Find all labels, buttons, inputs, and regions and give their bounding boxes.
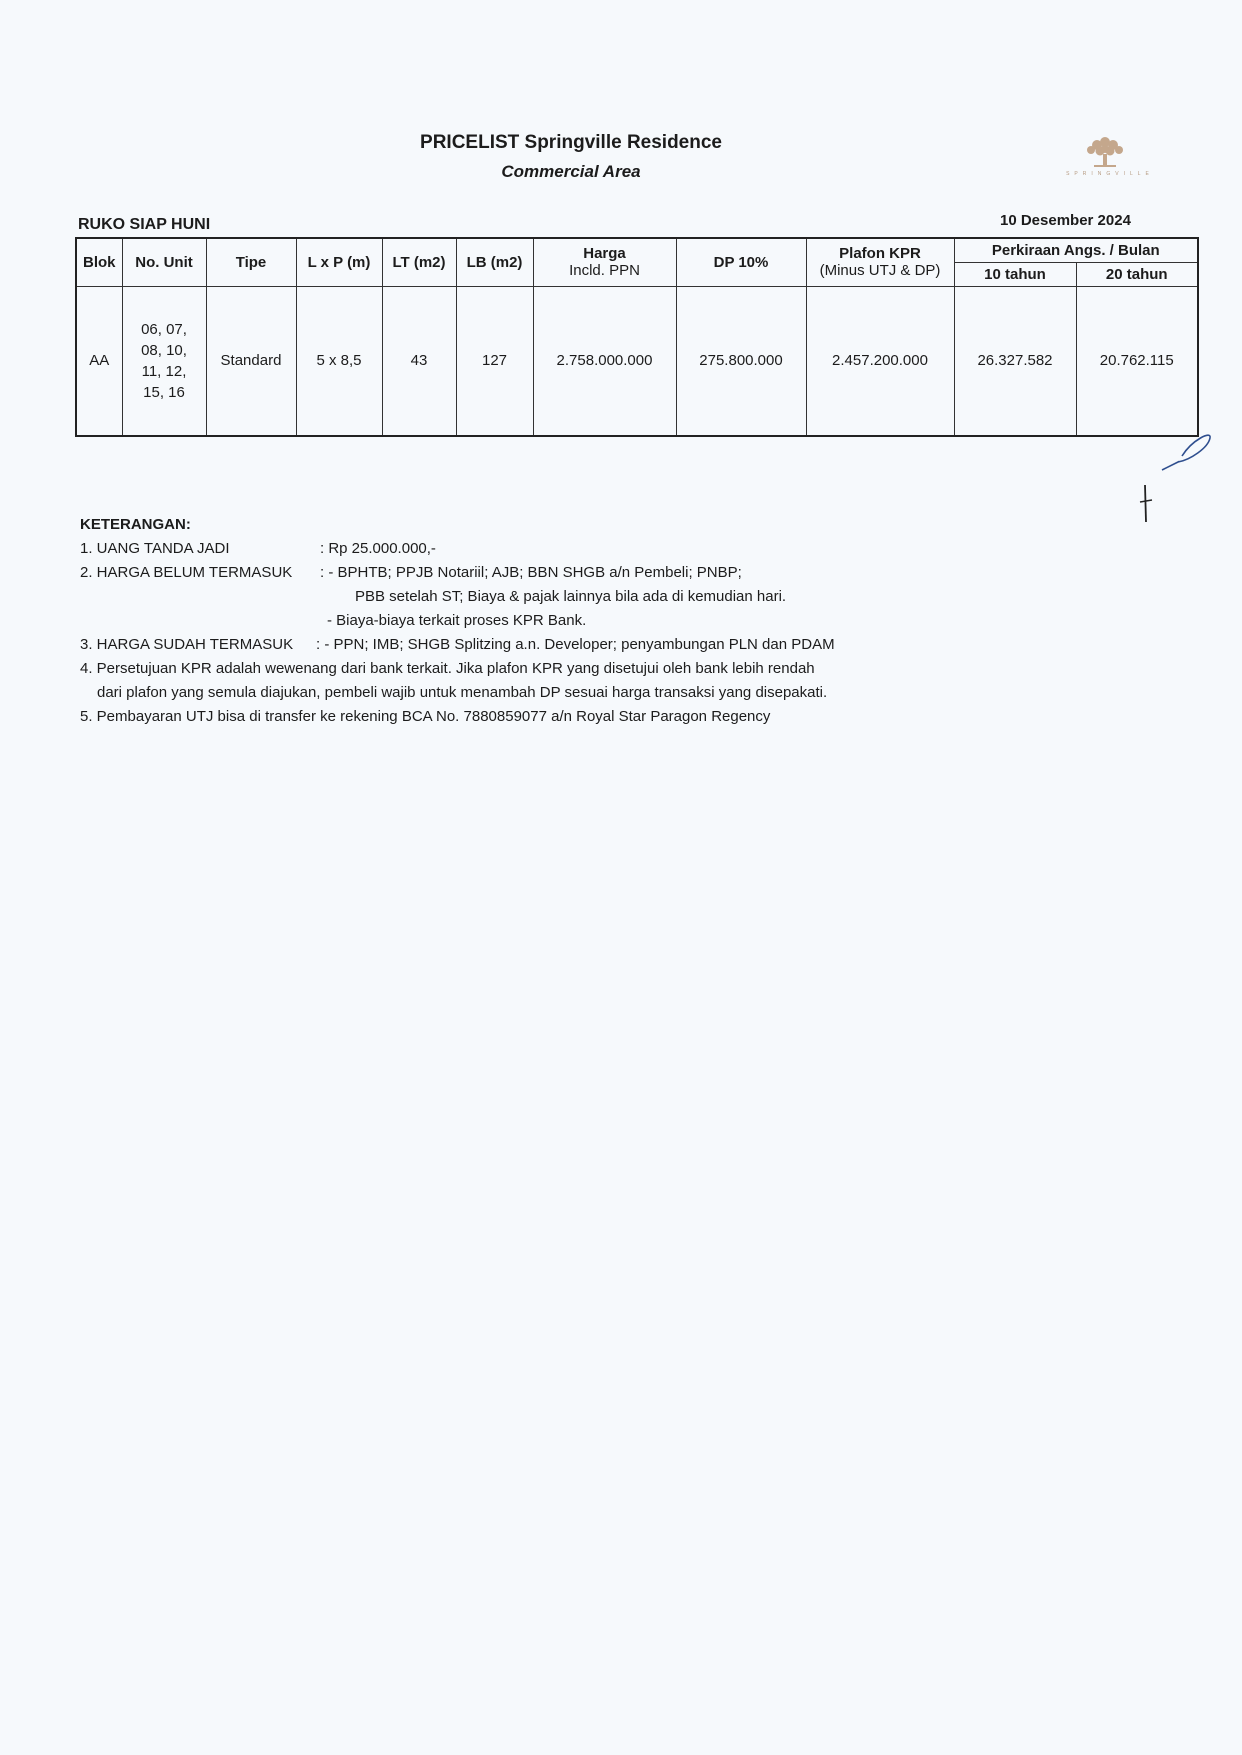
cell-harga: 2.758.000.000: [533, 286, 676, 436]
note-5: [80, 705, 980, 729]
logo-text: SPRINGVILLE: [1066, 171, 1154, 177]
header-angsuran: Perkiraan Angs. / Bulan: [954, 238, 1198, 262]
header-tipe: Tipe: [206, 238, 296, 286]
section-label: RUKO SIAP HUNI: [78, 216, 211, 233]
cell-lt: 43: [382, 286, 456, 436]
note-3-label: 3. HARGA SUDAH TERMASUK: [80, 636, 294, 653]
springville-logo: [1030, 130, 1180, 182]
header-plafon: [806, 238, 954, 286]
notes-heading: KETERANGAN:: [80, 516, 191, 533]
header-lxp: L x P (m): [296, 238, 382, 286]
header-blok: Blok: [76, 238, 122, 286]
header-no-unit: No. Unit: [122, 238, 206, 286]
note-4-line-2: [80, 681, 980, 705]
unit-line: 06, 07,: [141, 320, 187, 338]
table-row: [76, 286, 1198, 436]
cell-angs-20: 20.762.115: [1076, 286, 1198, 436]
cell-no-unit: [122, 286, 206, 436]
unit-line: 15, 16: [143, 383, 185, 401]
note-1: [80, 537, 980, 561]
header-harga-sub: Incld. PPN: [569, 262, 640, 280]
cell-angs-10: 26.327.582: [954, 286, 1076, 436]
table-header-row: [76, 238, 1198, 262]
header-harga: [533, 238, 676, 286]
note-1-label: 1. UANG TANDA JADI: [80, 540, 230, 557]
note-4-line-1: 4. Persetujuan KPR adalah wewenang dari bank terkait. Jika plafon KPR yang disetujui oleh bank lebih rendah: [80, 660, 815, 677]
handwritten-mark-icon: [1120, 430, 1220, 540]
unit-line: 11, 12,: [141, 362, 187, 380]
header-plafon-sub: (Minus UTJ & DP): [819, 262, 941, 280]
header-tenor-20: 20 tahun: [1076, 262, 1198, 286]
note-2-value: : - BPHTB; PPJB Notariil; AJB; BBN SHGB a/n Pembeli; PNBP;: [320, 564, 742, 581]
note-4-line-2-text: dari plafon yang semula diajukan, pembeli wajib untuk menambah DP sesuai harga transaksi yang disepakati.: [97, 684, 828, 701]
page-title: PRICELIST Springville Residence: [420, 132, 722, 153]
document-date: 10 Desember 2024: [1000, 212, 1131, 229]
note-1-value: : Rp 25.000.000,-: [320, 540, 436, 557]
tree-logo-icon: [1030, 130, 1180, 170]
note-3: [80, 633, 980, 657]
cell-lb: 127: [456, 286, 533, 436]
cell-lxp: 5 x 8,5: [296, 286, 382, 436]
note-2-line-3: [80, 609, 980, 633]
header-tenor-10: 10 tahun: [954, 262, 1076, 286]
note-5-text: 5. Pembayaran UTJ bisa di transfer ke rekening BCA No. 7880859077 a/n Royal Star Paragon Regency: [80, 708, 771, 725]
cell-plafon: 2.457.200.000: [806, 286, 954, 436]
note-3-value: : - PPN; IMB; SHGB Splitzing a.n. Developer; penyambungan PLN dan PDAM: [316, 636, 835, 653]
cell-tipe: Standard: [206, 286, 296, 436]
unit-line: 08, 10,: [141, 341, 187, 359]
page-subtitle: Commercial Area: [501, 162, 641, 181]
price-table: [75, 237, 1199, 437]
note-2-cont: PBB setelah ST; Biaya & pajak lainnya bila ada di kemudian hari.: [355, 588, 787, 605]
note-4: [80, 657, 980, 681]
cell-blok: AA: [76, 286, 122, 436]
header-harga-label: Harga: [583, 245, 626, 263]
header-plafon-label: Plafon KPR: [839, 245, 921, 263]
cell-dp: 275.800.000: [676, 286, 806, 436]
note-2-cont-2: - Biaya-biaya terkait proses KPR Bank.: [327, 612, 587, 629]
notes-section: [80, 513, 980, 729]
note-2-label: 2. HARGA BELUM TERMASUK: [80, 564, 293, 581]
note-2: [80, 561, 980, 585]
header-lb: LB (m2): [456, 238, 533, 286]
header-dp: DP 10%: [676, 238, 806, 286]
note-2-line-2: [80, 585, 980, 609]
header-lt: LT (m2): [382, 238, 456, 286]
